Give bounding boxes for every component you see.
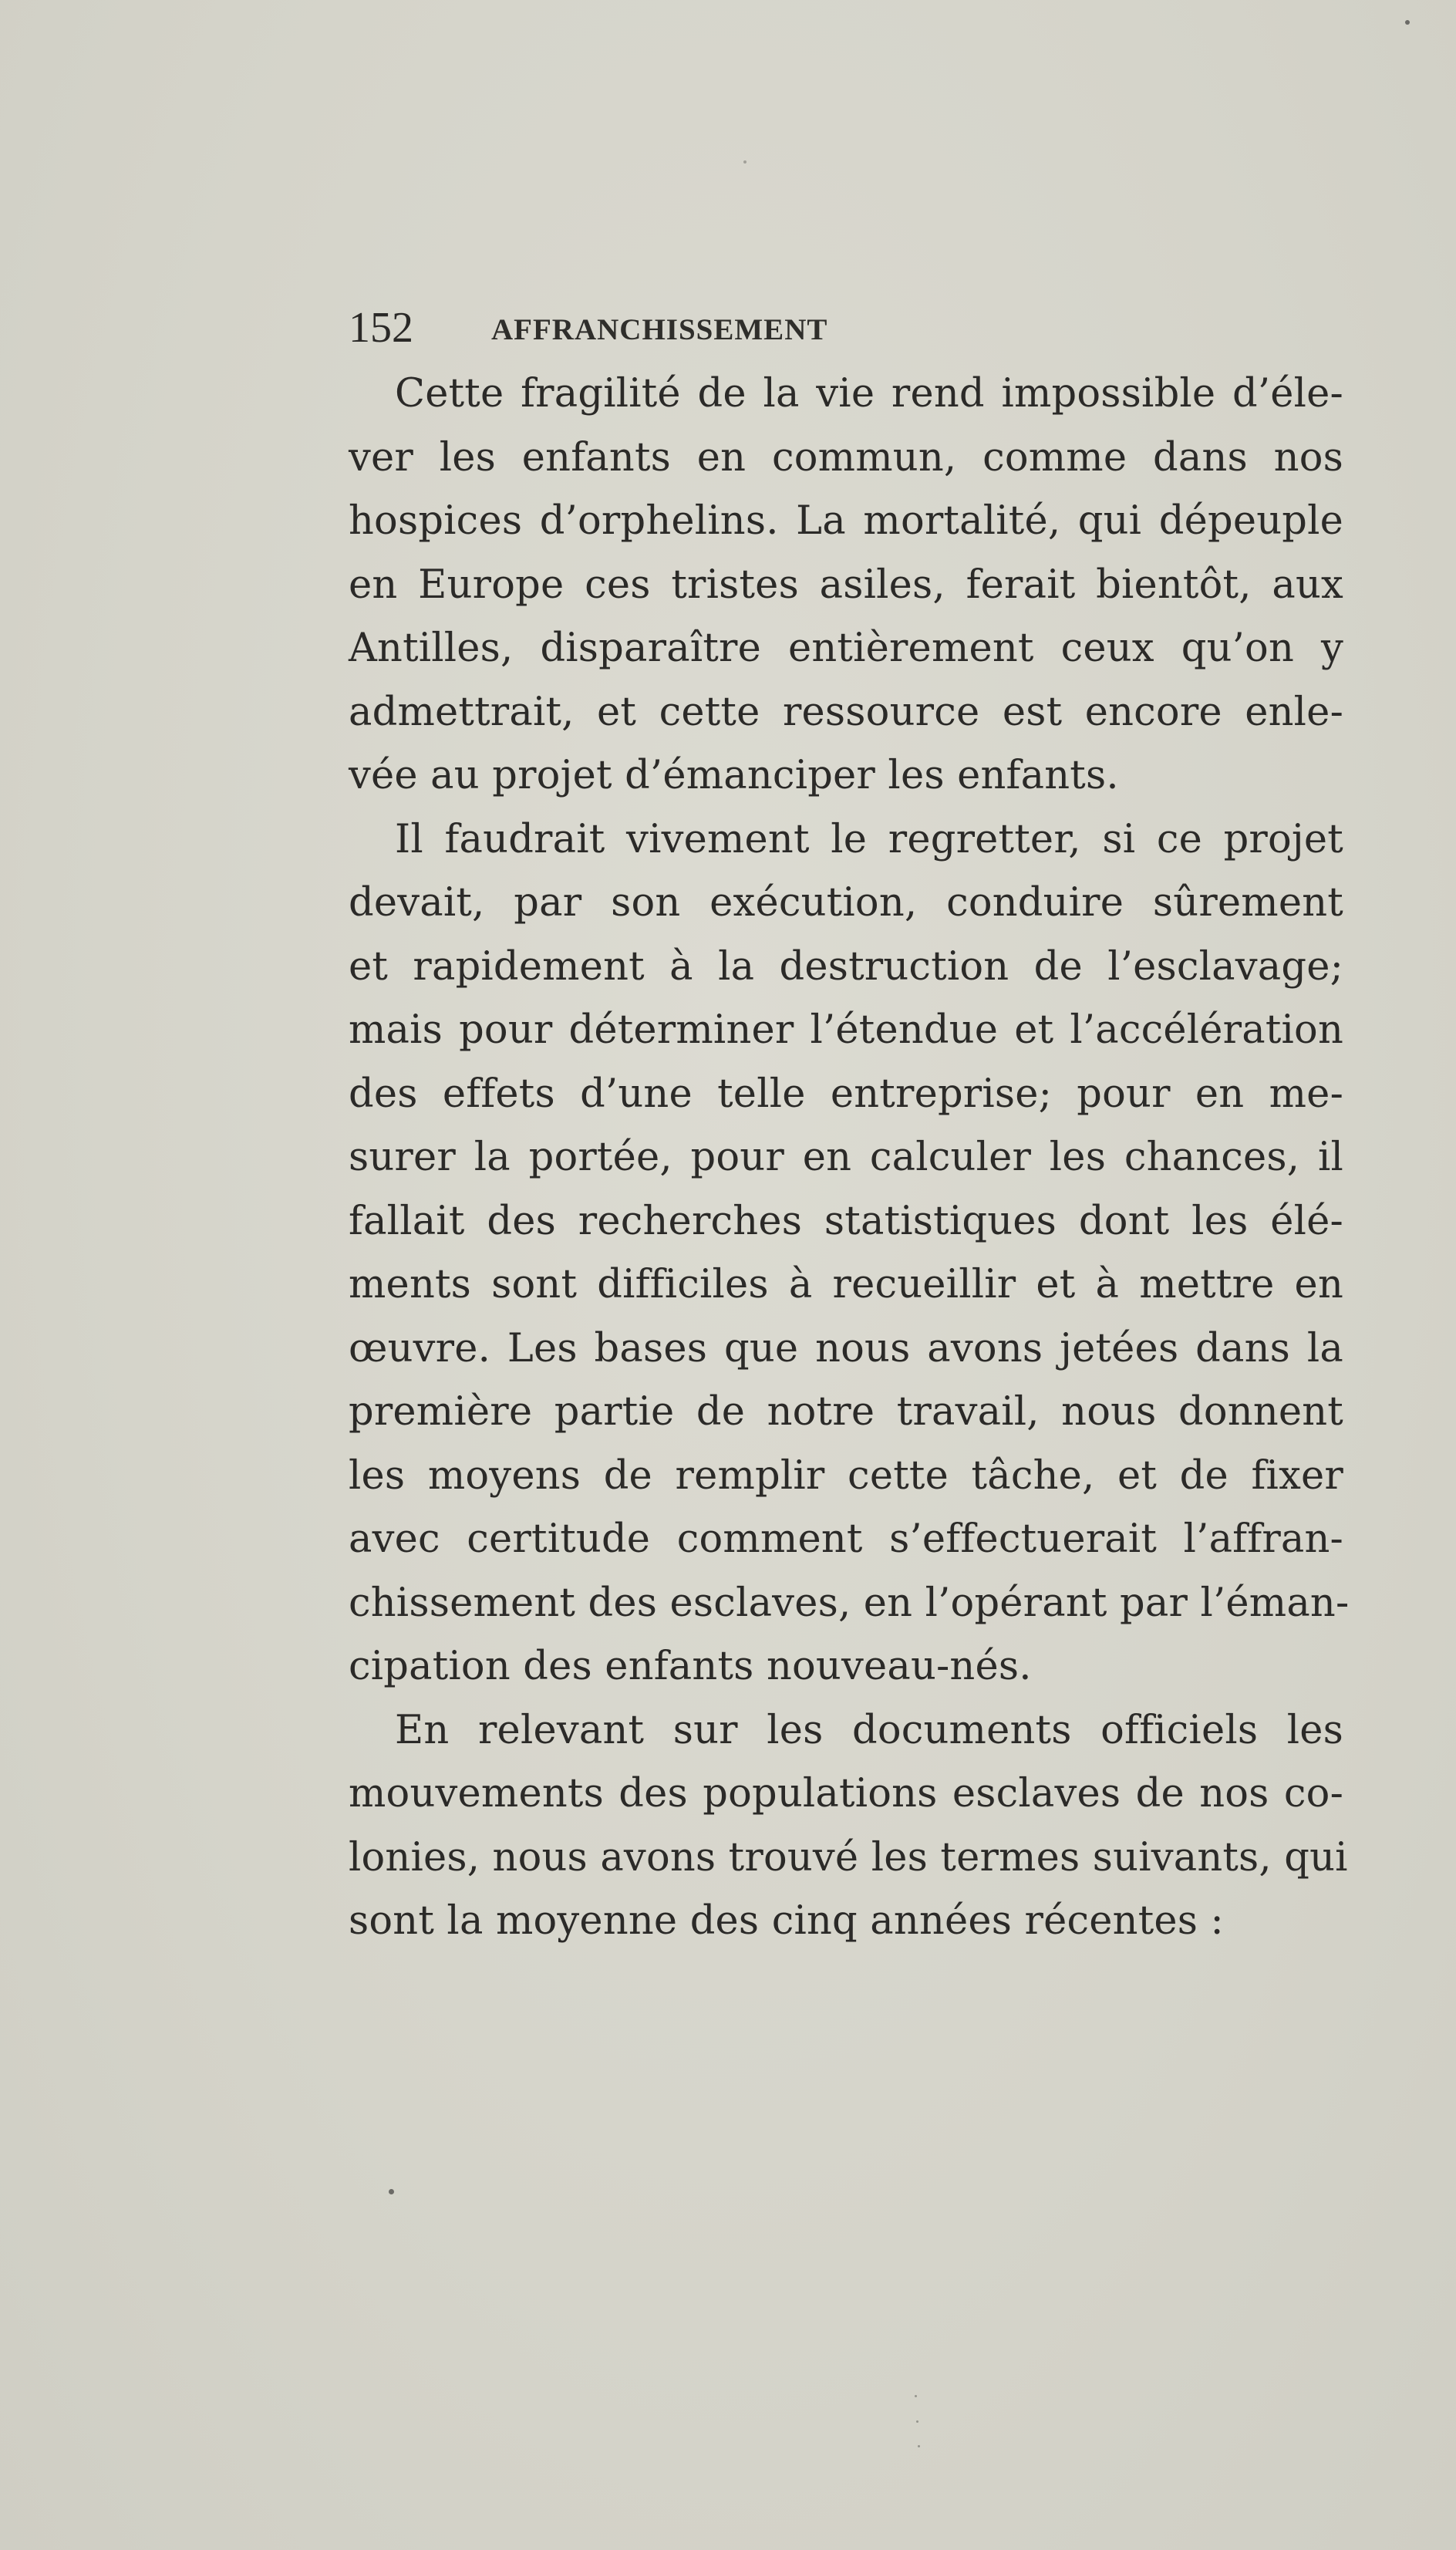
paper-speck <box>918 2445 920 2447</box>
paper-speck <box>1405 20 1410 25</box>
text-line: fallait des recherches statistiques dont les élé- <box>349 1198 1343 1244</box>
paper-speck <box>915 2395 917 2397</box>
text-line: admettrait, et cette ressource est encore enle- <box>349 689 1343 735</box>
text-line: En relevant sur les documents officiels les <box>395 1707 1343 1753</box>
text-line: mouvements des populations esclaves de nos co- <box>349 1771 1343 1816</box>
text-line: mais pour déterminer l’étendue et l’accélération <box>349 1007 1343 1053</box>
text-line: Antilles, disparaître entièrement ceux qu’on y <box>349 626 1343 671</box>
text-line: des effets d’une telle entreprise; pour en me- <box>349 1071 1343 1117</box>
text-line: les moyens de remplir cette tâche, et de fixer <box>349 1452 1343 1499</box>
text-line: ver les enfants en commun, comme dans nos <box>349 434 1343 481</box>
paper-speck <box>916 2420 918 2423</box>
running-title: AFFRANCHISSEMENT <box>491 313 828 346</box>
text-line: devait, par son exécution, conduire sûrement <box>349 880 1343 926</box>
text-line: Il faudrait vivement le regretter, si ce projet <box>395 816 1343 862</box>
text-line: vée au projet d’émanciper les enfants. <box>349 753 1119 798</box>
page-header <box>349 301 1027 355</box>
body-text <box>349 363 1350 1954</box>
page-number: 152 <box>349 304 413 352</box>
paper-speck <box>389 2189 394 2194</box>
text-line: sont la moyenne des cinq années récentes : <box>349 1898 1224 1944</box>
text-line: lonies, nous avons trouvé les termes suivants, qui <box>349 1834 1348 1880</box>
text-line: et rapidement à la destruction de l’esclavage; <box>349 943 1343 990</box>
text-line: cipation des enfants nouveau-nés. <box>349 1644 1032 1689</box>
text-line: avec certitude comment s’effectuerait l’affran- <box>349 1516 1343 1562</box>
text-line: chissement des esclaves, en l’opérant par l’éman- <box>349 1580 1350 1626</box>
text-line: œuvre. Les bases que nous avons jetées dans la <box>349 1325 1343 1371</box>
text-line: première partie de notre travail, nous donnent <box>349 1389 1343 1435</box>
text-line: hospices d’orphelins. La mortalité, qui dépeuple <box>349 498 1343 544</box>
paper-speck <box>743 160 747 164</box>
text-line: en Europe ces tristes asiles, ferait bientôt, aux <box>349 562 1343 608</box>
text-line: Cette fragilité de la vie rend impossible d’éle- <box>395 371 1343 417</box>
text-line: surer la portée, pour en calculer les chances, il <box>349 1135 1343 1180</box>
text-line: ments sont difficiles à recueillir et à mettre en <box>349 1262 1343 1307</box>
